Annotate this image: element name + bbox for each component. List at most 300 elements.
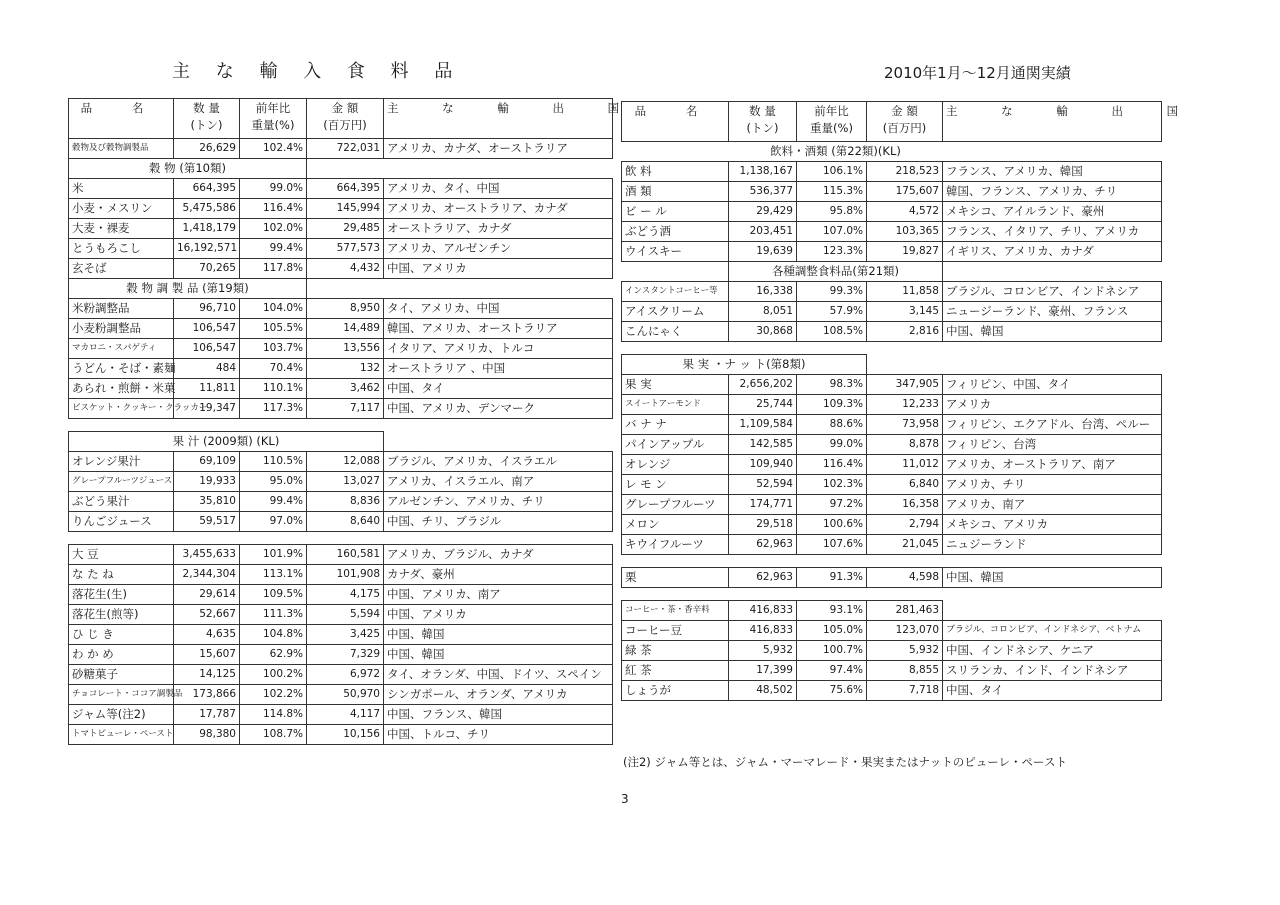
- table-row: [622, 162, 1162, 182]
- spacer-row: [622, 588, 1162, 601]
- value-million-yen: 13,556: [307, 339, 384, 359]
- exporting-countries: 中国、韓国: [943, 568, 1162, 588]
- section-filler: [943, 601, 1162, 621]
- quantity: 416,833: [729, 601, 797, 621]
- table-row: [69, 492, 613, 512]
- yoy-ratio: 91.3%: [797, 568, 867, 588]
- table-row: [69, 725, 613, 745]
- exporting-countries: アメリカ: [943, 395, 1162, 415]
- spacer-cell: [69, 419, 613, 432]
- item-name: しょうが: [622, 681, 729, 701]
- item-name: ウイスキー: [622, 242, 729, 262]
- coffee-tea-spice-total-row: [622, 601, 1162, 621]
- yoy-ratio: 88.6%: [797, 415, 867, 435]
- value-million-yen: 6,840: [867, 475, 943, 495]
- table-row: [622, 222, 1162, 242]
- quantity: 1,109,584: [729, 415, 797, 435]
- section-title: 飲料・酒類 (第22類)(KL): [770, 144, 901, 158]
- section-title: 穀 物 (第10類): [69, 159, 307, 179]
- section-filler: [384, 432, 613, 452]
- yoy-ratio: 107.6%: [797, 535, 867, 555]
- exporting-countries: 中国、韓国: [943, 322, 1162, 342]
- table-row: [69, 199, 613, 219]
- yoy-ratio: 110.1%: [240, 379, 307, 399]
- table-row: [622, 242, 1162, 262]
- table-row: [622, 621, 1162, 641]
- quantity: 5,932: [729, 641, 797, 661]
- value-million-yen: 3,462: [307, 379, 384, 399]
- exporting-countries: アメリカ、オーストラリア、カナダ: [384, 199, 613, 219]
- item-name: うどん・そば・素麺: [69, 359, 174, 379]
- item-name: バ ナ ナ: [622, 415, 729, 435]
- yoy-ratio: 99.4%: [240, 492, 307, 512]
- exporting-countries: 中国、チリ、ブラジル: [384, 512, 613, 532]
- item-name: ぶどう酒: [622, 222, 729, 242]
- value-million-yen: 281,463: [867, 601, 943, 621]
- quantity: 17,787: [174, 705, 240, 725]
- exporting-countries: メキシコ、アイルランド、豪州: [943, 202, 1162, 222]
- yoy-ratio: 115.3%: [797, 182, 867, 202]
- table-row: [69, 399, 613, 419]
- item-name: チョコレート・ココア調製品: [69, 685, 174, 705]
- header-ratio: [797, 102, 867, 142]
- exporting-countries: 韓国、アメリカ、オーストラリア: [384, 319, 613, 339]
- quantity: 5,475,586: [174, 199, 240, 219]
- value-million-yen: 160,581: [307, 545, 384, 565]
- header-value: [867, 102, 943, 142]
- exporting-countries: 中国、アメリカ、南ア: [384, 585, 613, 605]
- item-name: ジャム等(注2): [69, 705, 174, 725]
- exporting-countries: アメリカ、チリ: [943, 475, 1162, 495]
- value-million-yen: 123,070: [867, 621, 943, 641]
- quantity: 16,192,571: [174, 239, 240, 259]
- exporting-countries: オーストラリア、カナダ: [384, 219, 613, 239]
- value-million-yen: 29,485: [307, 219, 384, 239]
- quantity: 15,607: [174, 645, 240, 665]
- header-ratio-unit: 重量(%): [810, 121, 853, 135]
- item-name: とうもろこし: [69, 239, 174, 259]
- yoy-ratio: 116.4%: [240, 199, 307, 219]
- quantity: 664,395: [174, 179, 240, 199]
- value-million-yen: 132: [307, 359, 384, 379]
- value-million-yen: 8,855: [867, 661, 943, 681]
- section-juice: [69, 432, 613, 452]
- item-name: 果 実: [622, 375, 729, 395]
- exporting-countries: カナダ、豪州: [384, 565, 613, 585]
- spacer-cell: [622, 555, 1162, 568]
- value-million-yen: 347,905: [867, 375, 943, 395]
- value-million-yen: 4,175: [307, 585, 384, 605]
- table-row: [622, 495, 1162, 515]
- yoy-ratio: 111.3%: [240, 605, 307, 625]
- item-name: ビ ー ル: [622, 202, 729, 222]
- yoy-ratio: 101.9%: [240, 545, 307, 565]
- value-million-yen: 8,878: [867, 435, 943, 455]
- item-name: レ モ ン: [622, 475, 729, 495]
- exporting-countries: 韓国、フランス、アメリカ、チリ: [943, 182, 1162, 202]
- table-row: [69, 472, 613, 492]
- exporting-countries: 中国、フランス、韓国: [384, 705, 613, 725]
- item-name: 小麦粉調整品: [69, 319, 174, 339]
- exporting-countries: シンガポール、オランダ、アメリカ: [384, 685, 613, 705]
- quantity: 106,547: [174, 319, 240, 339]
- quantity: 536,377: [729, 182, 797, 202]
- table-row: [69, 259, 613, 279]
- exporting-countries: オーストラリア 、中国: [384, 359, 613, 379]
- quantity: 48,502: [729, 681, 797, 701]
- item-name: メロン: [622, 515, 729, 535]
- yoy-ratio: 109.5%: [240, 585, 307, 605]
- section-fruit: [622, 355, 1162, 375]
- header-qty: [174, 99, 240, 139]
- item-name: 小麦・メスリン: [69, 199, 174, 219]
- yoy-ratio: 123.3%: [797, 242, 867, 262]
- exporting-countries: 中国、アメリカ: [384, 605, 613, 625]
- value-million-yen: 12,088: [307, 452, 384, 472]
- exporting-countries: アメリカ、タイ、中国: [384, 179, 613, 199]
- quantity: 4,635: [174, 625, 240, 645]
- yoy-ratio: 62.9%: [240, 645, 307, 665]
- item-name: 米: [69, 179, 174, 199]
- yoy-ratio: 97.4%: [797, 661, 867, 681]
- table-row: [622, 395, 1162, 415]
- value-million-yen: 722,031: [307, 139, 384, 159]
- quantity: 29,429: [729, 202, 797, 222]
- quantity: 52,667: [174, 605, 240, 625]
- exporting-countries: アメリカ、南ア: [943, 495, 1162, 515]
- quantity: 2,344,304: [174, 565, 240, 585]
- table-row: [622, 535, 1162, 555]
- item-name: 米粉調整品: [69, 299, 174, 319]
- table-row: [69, 319, 613, 339]
- header-value-label: 金 額: [331, 101, 359, 115]
- quantity: 35,810: [174, 492, 240, 512]
- exporting-countries: アメリカ、イスラエル、南ア: [384, 472, 613, 492]
- header-value-label: 金 額: [891, 104, 918, 118]
- value-million-yen: 2,816: [867, 322, 943, 342]
- header-name: 品 名: [69, 99, 174, 139]
- section-filler: [622, 262, 729, 282]
- quantity: 484: [174, 359, 240, 379]
- quantity: 17,399: [729, 661, 797, 681]
- section-prepared: [622, 262, 1162, 282]
- value-million-yen: 21,045: [867, 535, 943, 555]
- yoy-ratio: 100.2%: [240, 665, 307, 685]
- exporting-countries: スリランカ、インド、インドネシア: [943, 661, 1162, 681]
- item-name: オレンジ: [622, 455, 729, 475]
- section-filler: [307, 279, 613, 299]
- yoy-ratio: 110.5%: [240, 452, 307, 472]
- table-row: [622, 182, 1162, 202]
- yoy-ratio: 108.5%: [797, 322, 867, 342]
- value-million-yen: 13,027: [307, 472, 384, 492]
- quantity: 174,771: [729, 495, 797, 515]
- yoy-ratio: 100.6%: [797, 515, 867, 535]
- quantity: 19,639: [729, 242, 797, 262]
- value-million-yen: 218,523: [867, 162, 943, 182]
- item-name: な た ね: [69, 565, 174, 585]
- right-table-body: [622, 102, 1199, 701]
- header-row: [69, 99, 613, 139]
- exporting-countries: アメリカ、ブラジル、カナダ: [384, 545, 613, 565]
- section-filler: [943, 142, 1162, 162]
- item-name: ひ じ き: [69, 625, 174, 645]
- value-million-yen: 4,117: [307, 705, 384, 725]
- value-million-yen: 8,836: [307, 492, 384, 512]
- item-name: コーヒー・茶・香辛料: [622, 601, 729, 621]
- header-ratio: [240, 99, 307, 139]
- item-name: わ か め: [69, 645, 174, 665]
- spacer-cell: [622, 342, 1162, 355]
- yoy-ratio: 105.5%: [240, 319, 307, 339]
- table-row: [622, 515, 1162, 535]
- table-row: [622, 435, 1162, 455]
- yoy-ratio: 116.4%: [797, 455, 867, 475]
- exporting-countries: 中国、タイ: [943, 681, 1162, 701]
- value-million-yen: 3,425: [307, 625, 384, 645]
- exporting-countries: 中国、アメリカ、デンマーク: [384, 399, 613, 419]
- value-million-yen: 664,395: [307, 179, 384, 199]
- yoy-ratio: 117.3%: [240, 399, 307, 419]
- exporting-countries: アメリカ、カナダ、オーストラリア: [384, 139, 613, 159]
- table-row: [69, 219, 613, 239]
- quantity: 14,125: [174, 665, 240, 685]
- report-period: 2010年1月～12月通関実績: [884, 64, 1071, 82]
- section-drinks: [622, 142, 1162, 162]
- section-title: 各種調整食料品(第21類): [729, 262, 943, 282]
- table-row: [69, 625, 613, 645]
- yoy-ratio: 97.2%: [797, 495, 867, 515]
- value-million-yen: 3,145: [867, 302, 943, 322]
- value-million-yen: 7,718: [867, 681, 943, 701]
- yoy-ratio: 100.7%: [797, 641, 867, 661]
- quantity: 16,338: [729, 282, 797, 302]
- item-name: 砂糖菓子: [69, 665, 174, 685]
- table-row: [69, 139, 613, 159]
- table-row: [69, 645, 613, 665]
- table-row: [622, 681, 1162, 701]
- yoy-ratio: 114.8%: [240, 705, 307, 725]
- table-row: [622, 322, 1162, 342]
- spacer-row: [622, 555, 1162, 568]
- quantity: 30,868: [729, 322, 797, 342]
- yoy-ratio: 99.4%: [240, 239, 307, 259]
- header-row: [622, 102, 1162, 142]
- item-name: 玄そば: [69, 259, 174, 279]
- yoy-ratio: 75.6%: [797, 681, 867, 701]
- item-name: マカロニ・スパゲティ: [69, 339, 174, 359]
- item-name: オレンジ果汁: [69, 452, 174, 472]
- value-million-yen: 50,970: [307, 685, 384, 705]
- exporting-countries: イギリス、アメリカ、カナダ: [943, 242, 1162, 262]
- yoy-ratio: 106.1%: [797, 162, 867, 182]
- exporting-countries: ニュジーランド: [943, 535, 1162, 555]
- table-row: [69, 665, 613, 685]
- value-million-yen: 4,572: [867, 202, 943, 222]
- table-row: [69, 565, 613, 585]
- header-value-unit: (百万円): [323, 118, 367, 132]
- item-name: ぶどう果汁: [69, 492, 174, 512]
- section-grains: [69, 159, 613, 179]
- exporting-countries: アメリカ、アルゼンチン: [384, 239, 613, 259]
- value-million-yen: 6,972: [307, 665, 384, 685]
- table-row: [69, 359, 613, 379]
- item-name: 落花生(煎等): [69, 605, 174, 625]
- exporting-countries: タイ、アメリカ、中国: [384, 299, 613, 319]
- yoy-ratio: 117.8%: [240, 259, 307, 279]
- yoy-ratio: 109.3%: [797, 395, 867, 415]
- exporting-countries: フィリピン、台湾: [943, 435, 1162, 455]
- exporting-countries: アメリカ、オーストラリア、南ア: [943, 455, 1162, 475]
- table-row: [622, 375, 1162, 395]
- quantity: 70,265: [174, 259, 240, 279]
- table-row: [69, 239, 613, 259]
- value-million-yen: 8,640: [307, 512, 384, 532]
- exporting-countries: ニュージーランド、豪州、フランス: [943, 302, 1162, 322]
- quantity: 96,710: [174, 299, 240, 319]
- exporting-countries: 中国、アメリカ: [384, 259, 613, 279]
- yoy-ratio: 102.4%: [240, 139, 307, 159]
- value-million-yen: 12,233: [867, 395, 943, 415]
- item-name: ビスケット・クッキー・クラッカー: [69, 399, 174, 419]
- table-row: [69, 379, 613, 399]
- value-million-yen: 11,858: [867, 282, 943, 302]
- header-ratio-unit: 重量(%): [251, 118, 295, 132]
- table-row: [69, 299, 613, 319]
- table-row: [622, 568, 1162, 588]
- quantity: 106,547: [174, 339, 240, 359]
- value-million-yen: 4,432: [307, 259, 384, 279]
- yoy-ratio: 99.0%: [797, 435, 867, 455]
- quantity: 19,347: [174, 399, 240, 419]
- section-filler: [307, 159, 613, 179]
- yoy-ratio: 57.9%: [797, 302, 867, 322]
- footnote: (注2) ジャム等とは、ジャム・マーマレード・果実またはナットのピューレ・ペースト: [623, 755, 1067, 769]
- quantity: 62,963: [729, 535, 797, 555]
- spacer-row: [69, 532, 613, 545]
- quantity: 416,833: [729, 621, 797, 641]
- section-title: 穀 物 調 製 品 (第19類): [69, 279, 307, 299]
- exporting-countries: ブラジル、コロンビア、インドネシア、ベトナム: [943, 621, 1162, 641]
- section-grain-products: [69, 279, 613, 299]
- value-million-yen: 7,329: [307, 645, 384, 665]
- item-name: あられ・煎餅・米菓: [69, 379, 174, 399]
- exporting-countries: 中国、インドネシア、ケニア: [943, 641, 1162, 661]
- yoy-ratio: 97.0%: [240, 512, 307, 532]
- exporting-countries: 中国、韓国: [384, 625, 613, 645]
- header-qty: [729, 102, 797, 142]
- value-million-yen: 2,794: [867, 515, 943, 535]
- page-number: 3: [621, 792, 629, 806]
- yoy-ratio: 108.7%: [240, 725, 307, 745]
- value-million-yen: 577,573: [307, 239, 384, 259]
- table-row: [622, 302, 1162, 322]
- item-name: 大 豆: [69, 545, 174, 565]
- exporting-countries: 中国、韓国: [384, 645, 613, 665]
- exporting-countries: フランス、アメリカ、韓国: [943, 162, 1162, 182]
- quantity: 69,109: [174, 452, 240, 472]
- quantity: 62,963: [729, 568, 797, 588]
- section-filler: [943, 262, 1162, 282]
- item-name: 紅 茶: [622, 661, 729, 681]
- quantity: 142,585: [729, 435, 797, 455]
- header-qty-label: 数 量: [749, 104, 776, 118]
- quantity: 29,614: [174, 585, 240, 605]
- exporting-countries: フランス、イタリア、チリ、アメリカ: [943, 222, 1162, 242]
- value-million-yen: 5,594: [307, 605, 384, 625]
- value-million-yen: 4,598: [867, 568, 943, 588]
- yoy-ratio: 102.0%: [240, 219, 307, 239]
- table-row: [69, 452, 613, 472]
- quantity: 109,940: [729, 455, 797, 475]
- yoy-ratio: 95.8%: [797, 202, 867, 222]
- header-qty-unit: (トン): [746, 121, 779, 135]
- value-million-yen: 16,358: [867, 495, 943, 515]
- exporting-countries: ブラジル、コロンビア、インドネシア: [943, 282, 1162, 302]
- value-million-yen: 11,012: [867, 455, 943, 475]
- quantity: 19,933: [174, 472, 240, 492]
- header-qty-unit: (トン): [190, 118, 223, 132]
- header-value-unit: (百万円): [882, 121, 927, 135]
- item-name: りんごジュース: [69, 512, 174, 532]
- item-name: 緑 茶: [622, 641, 729, 661]
- spacer-cell: [69, 532, 613, 545]
- value-million-yen: 19,827: [867, 242, 943, 262]
- table-row: [622, 202, 1162, 222]
- spacer-row: [622, 342, 1162, 355]
- yoy-ratio: 93.1%: [797, 601, 867, 621]
- table-row: [69, 545, 613, 565]
- quantity: 25,744: [729, 395, 797, 415]
- value-million-yen: 14,489: [307, 319, 384, 339]
- table-row: [69, 585, 613, 605]
- table-row: [622, 641, 1162, 661]
- quantity: 29,518: [729, 515, 797, 535]
- yoy-ratio: 102.2%: [240, 685, 307, 705]
- item-name: アイスクリーム: [622, 302, 729, 322]
- table-row: [69, 705, 613, 725]
- value-million-yen: 8,950: [307, 299, 384, 319]
- value-million-yen: 145,994: [307, 199, 384, 219]
- item-name: キウイフルーツ: [622, 535, 729, 555]
- yoy-ratio: 113.1%: [240, 565, 307, 585]
- right-table: [621, 101, 1199, 701]
- quantity: 52,594: [729, 475, 797, 495]
- quantity: 26,629: [174, 139, 240, 159]
- section-title: 果 汁 (2009類) (KL): [69, 432, 384, 452]
- item-name: 栗: [622, 568, 729, 588]
- exporting-countries: アルゼンチン、アメリカ、チリ: [384, 492, 613, 512]
- quantity: 3,455,633: [174, 545, 240, 565]
- item-name: 酒 類: [622, 182, 729, 202]
- quantity: 1,138,167: [729, 162, 797, 182]
- section-filler: [622, 142, 729, 162]
- item-name: グレープフルーツ: [622, 495, 729, 515]
- yoy-ratio: 105.0%: [797, 621, 867, 641]
- quantity: 173,866: [174, 685, 240, 705]
- value-million-yen: 5,932: [867, 641, 943, 661]
- header-name: 品 名: [622, 102, 729, 142]
- item-name: 落花生(生): [69, 585, 174, 605]
- table-row: [69, 605, 613, 625]
- page-title: 主 な 輸 入 食 料 品: [172, 61, 463, 82]
- quantity: 203,451: [729, 222, 797, 242]
- item-name: インスタントコーヒー等: [622, 282, 729, 302]
- table-row: [69, 685, 613, 705]
- value-million-yen: 73,958: [867, 415, 943, 435]
- table-row: [69, 339, 613, 359]
- header-countries: 主 な 輸 出 国: [384, 99, 613, 139]
